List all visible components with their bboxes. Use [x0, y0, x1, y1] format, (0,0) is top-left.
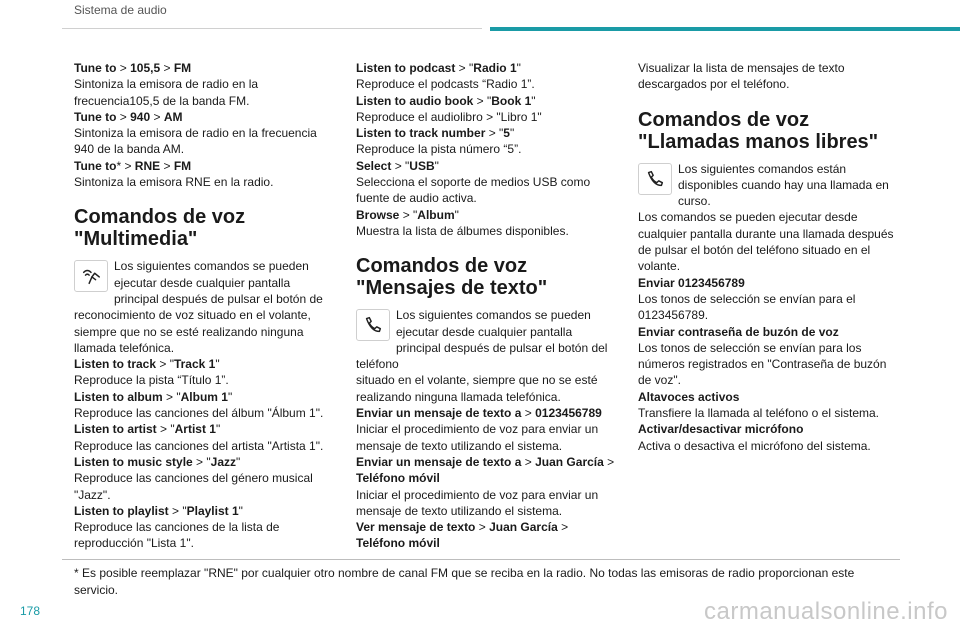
text-line — [74, 503, 336, 519]
phone-icon — [356, 309, 390, 341]
command-text: Tune to — [74, 61, 117, 75]
text-line — [638, 372, 900, 388]
text-line — [356, 223, 618, 239]
body-text: > " — [399, 207, 418, 222]
page-number: 178 — [20, 604, 41, 618]
command-text: Teléfono móvil — [356, 536, 440, 551]
command-list-text-messages — [356, 405, 618, 552]
text-line — [638, 405, 900, 421]
command-text: Activar/desactivar micrófono — [638, 422, 804, 437]
body-text: Reproduce las canciones de la lista de — [74, 520, 280, 535]
body-text: Selecciona el soporte de medios USB como — [356, 175, 591, 190]
text-line — [74, 438, 336, 454]
intro-line: principal después de pulsar el botón de — [114, 291, 323, 306]
command-text: Select — [356, 158, 392, 173]
body-text: " — [509, 126, 515, 141]
body-text: Reproduce el audiolibro > "Libro 1" — [356, 109, 542, 124]
command-text: USB — [409, 158, 435, 173]
text-line — [638, 356, 900, 372]
intro-line: situado en el volante, siempre que no se esté — [356, 373, 598, 388]
intro-line: reconocimiento de voz situado en el volante, — [74, 308, 311, 323]
text-line — [356, 60, 618, 76]
body-text: > " — [162, 389, 181, 404]
text-line — [356, 503, 618, 519]
text-line — [74, 421, 336, 437]
body-text: Transfiere la llamada al teléfono o el sistema. — [638, 406, 880, 421]
text-line — [356, 405, 618, 421]
body-text: Los tonos de selección se envían para el — [638, 291, 856, 306]
command-text: Enviar un mensaje de texto a — [356, 406, 522, 421]
body-text: Sintoniza la emisora RNE en la radio. — [74, 175, 274, 190]
text-line — [356, 207, 618, 223]
body-text: " — [215, 357, 220, 372]
body-text: Reproduce la pista número “5”. — [356, 142, 522, 157]
command-text: Listen to audio book — [356, 93, 474, 108]
body-text: Activa o desactiva el micrófono del sistema. — [638, 438, 871, 453]
text-line — [74, 389, 336, 405]
text-line — [638, 421, 900, 437]
text-line — [74, 109, 336, 125]
body-text: " — [531, 93, 536, 108]
footnote-rule — [62, 559, 900, 560]
text-line — [74, 470, 336, 486]
body-text: > " — [192, 454, 211, 469]
text-line — [74, 454, 336, 470]
text-line — [356, 438, 618, 454]
body-text: fuente de audio activa. — [356, 191, 477, 206]
command-text: Listen to album — [74, 389, 163, 404]
body-text: mensaje de texto utilizando el sistema. — [356, 503, 563, 518]
command-text: 0123456789 — [535, 406, 602, 421]
command-text: 5 — [503, 126, 510, 141]
body-text: Muestra la lista de álbumes disponibles. — [356, 223, 569, 238]
body-text: Reproduce las canciones del género musical — [74, 471, 313, 486]
intro-text-messages — [356, 307, 618, 405]
body-text: Iniciar el procedimiento de voz para enviar un — [356, 487, 599, 502]
command-text: Juan García — [535, 454, 604, 469]
text-line — [74, 125, 336, 141]
intro-line: Los siguientes comandos se pueden — [114, 259, 309, 274]
intro-line: llamada telefónica. — [74, 340, 175, 355]
command-list-multimedia — [74, 356, 336, 552]
body-text: 0123456789. — [638, 308, 709, 323]
watermark: carmanualsonline.info — [704, 598, 948, 625]
body-text: > " — [156, 422, 175, 437]
running-header: Sistema de audio — [74, 3, 167, 17]
text-line — [74, 519, 336, 535]
body-text: mensaje de texto utilizando el sistema. — [356, 438, 563, 453]
text-line — [356, 421, 618, 437]
text-line — [74, 535, 336, 551]
body-text: descargados por el teléfono. — [638, 77, 790, 92]
phone-icon — [638, 163, 672, 195]
body-text: > " — [455, 61, 474, 75]
body-text: * > — [116, 158, 135, 173]
voice-recognition-icon — [74, 260, 108, 292]
text-line — [638, 389, 900, 405]
body-text: > " — [473, 93, 492, 108]
command-text: Radio 1 — [473, 61, 517, 75]
body-text: > " — [485, 126, 504, 141]
command-text: AM — [163, 109, 183, 124]
body-text: Iniciar el procedimiento de voz para enviar un — [356, 422, 599, 437]
body-text: 940 de la banda AM. — [74, 142, 185, 157]
text-messages-continued — [638, 60, 900, 93]
command-text: 105,5 — [130, 61, 161, 75]
body-text: > — [116, 61, 131, 75]
body-text: Reproduce la pista “Título 1”. — [74, 373, 229, 388]
text-line — [638, 307, 900, 323]
command-text: Listen to podcast — [356, 61, 456, 75]
body-text: cualquier pantalla durante una llamada después — [638, 226, 894, 241]
body-text: Los tonos de selección se envían para los — [638, 340, 862, 355]
text-line — [638, 438, 900, 454]
text-line — [638, 324, 900, 340]
body-text: > — [475, 520, 490, 535]
column-2 — [356, 60, 618, 552]
body-text: "Jazz". — [74, 487, 111, 502]
body-text: Visualizar la lista de mensajes de texto — [638, 61, 845, 75]
command-text: Track 1 — [173, 357, 216, 372]
body-text: Sintoniza la emisora de radio en la frecuencia — [74, 126, 317, 141]
command-text: Jazz — [210, 454, 236, 469]
text-line — [74, 93, 336, 109]
text-line — [356, 487, 618, 503]
command-text: Artist 1 — [174, 422, 216, 437]
text-line — [356, 174, 618, 190]
intro-line: disponibles cuando hay una llamada en — [678, 177, 889, 192]
intro-multimedia — [74, 258, 336, 356]
footnote: * Es posible reemplazar "RNE" por cualquier otro nombre de canal FM que se reciba en la radio. No todas las emisoras de radio proporcionan este servicio. — [74, 566, 855, 597]
intro-line: Los siguientes comandos están — [678, 161, 847, 176]
text-line — [638, 226, 900, 242]
text-line — [356, 109, 618, 125]
body-text: > — [116, 109, 131, 124]
text-line — [74, 174, 336, 190]
command-text: Listen to artist — [74, 422, 157, 437]
text-line — [356, 141, 618, 157]
body-text: " — [236, 454, 241, 469]
command-text: Teléfono móvil — [356, 471, 440, 486]
body-text: de pulsar el botón del teléfono situado en el — [638, 243, 871, 258]
text-line — [74, 487, 336, 503]
body-text: > — [521, 454, 536, 469]
body-text: Reproduce las canciones del álbum "Álbum 1". — [74, 406, 324, 421]
body-text: " — [238, 503, 243, 518]
text-line — [638, 291, 900, 307]
command-text: Album 1 — [180, 389, 228, 404]
text-line — [356, 125, 618, 141]
command-text: Listen to music style — [74, 454, 193, 469]
text-line — [74, 141, 336, 157]
command-text: Album — [417, 207, 455, 222]
text-line — [638, 209, 900, 225]
body-text: > — [160, 158, 174, 173]
body-text: > — [160, 61, 174, 75]
command-list-hands-free — [638, 209, 900, 453]
intro-line: ejecutar desde cualquier pantalla — [396, 324, 573, 339]
body-text: " — [215, 422, 221, 437]
text-line — [356, 454, 618, 470]
heading-multimedia: Comandos de voz "Multimedia" — [74, 206, 246, 251]
body-text: > " — [391, 158, 410, 173]
command-list-radio — [74, 60, 336, 190]
intro-line: principal después de pulsar el botón del teléfono — [356, 340, 608, 372]
text-line — [74, 76, 336, 92]
intro-line: realizando ninguna llamada telefónica. — [356, 389, 561, 404]
text-line — [74, 372, 336, 388]
heading-hands-free: Comandos de voz "Llamadas manos libres" — [638, 108, 879, 153]
body-text: números registrados en "Contraseña de buzón — [638, 357, 887, 372]
text-line — [356, 190, 618, 206]
header-accent-bar — [490, 27, 960, 31]
text-line — [356, 470, 618, 486]
command-text: Tune to — [74, 158, 117, 173]
body-text: de voz". — [638, 373, 681, 388]
text-line — [638, 275, 900, 291]
intro-line: Los siguientes comandos se pueden — [396, 308, 591, 323]
command-text: Enviar 0123456789 — [638, 275, 745, 290]
body-text: volante. — [638, 259, 681, 274]
body-text: > — [150, 109, 164, 124]
command-text: Listen to track — [74, 357, 157, 372]
body-text: Los comandos se pueden ejecutar desde — [638, 210, 858, 225]
text-line — [638, 242, 900, 258]
command-text: Juan García — [489, 520, 558, 535]
command-text: Listen to track number — [356, 126, 486, 141]
text-line — [356, 535, 618, 551]
command-text: Enviar contraseña de buzón de voz — [638, 324, 839, 339]
text-line — [356, 158, 618, 174]
heading-text-messages: Comandos de voz "Mensajes de texto" — [356, 255, 548, 300]
column-1 — [74, 60, 336, 552]
command-text: 940 — [130, 109, 151, 124]
command-text: Altavoces activos — [638, 389, 740, 404]
body-text: " — [454, 207, 459, 222]
text-line — [638, 258, 900, 274]
command-text: Playlist 1 — [186, 503, 239, 518]
text-line — [638, 340, 900, 356]
text-line — [74, 356, 336, 372]
text-line — [74, 158, 336, 174]
intro-hands-free — [638, 161, 900, 210]
command-text: FM — [173, 61, 192, 75]
body-text: > — [557, 520, 569, 535]
command-text: Ver mensaje de texto — [356, 520, 476, 535]
text-line — [356, 519, 618, 535]
text-line — [638, 76, 900, 92]
text-line — [356, 76, 618, 92]
intro-line: ejecutar desde cualquier pantalla — [114, 275, 291, 290]
text-line — [74, 405, 336, 421]
body-text: frecuencia105,5 de la banda FM. — [74, 93, 250, 108]
column-3 — [638, 60, 900, 454]
intro-line: siempre que no se esté realizando ninguna — [74, 324, 304, 339]
body-text: Sintoniza la emisora de radio en la — [74, 77, 259, 92]
command-text: Book 1 — [491, 93, 532, 108]
command-text: FM — [173, 158, 192, 173]
text-line — [356, 93, 618, 109]
body-text: " — [227, 389, 233, 404]
command-text: Enviar un mensaje de texto a — [356, 454, 522, 469]
text-line — [638, 60, 900, 76]
body-text: reproducción "Lista 1". — [74, 536, 194, 551]
body-text: > — [603, 454, 615, 469]
body-text: > — [521, 406, 536, 421]
command-list-media — [356, 60, 618, 239]
command-text: RNE — [134, 158, 161, 173]
body-text: " — [516, 61, 521, 75]
body-text: > " — [156, 357, 174, 372]
header-rule — [62, 28, 482, 29]
command-text: Browse — [356, 207, 400, 222]
command-text: Listen to playlist — [74, 503, 169, 518]
body-text: Reproduce el podcasts “Radio 1”. — [356, 77, 535, 92]
command-text: Tune to — [74, 109, 117, 124]
body-text: > " — [168, 503, 187, 518]
body-text: Reproduce las canciones del artista "Artista 1". — [74, 438, 324, 453]
body-text: " — [434, 158, 439, 173]
intro-line: curso. — [678, 194, 711, 209]
text-line — [74, 60, 336, 76]
